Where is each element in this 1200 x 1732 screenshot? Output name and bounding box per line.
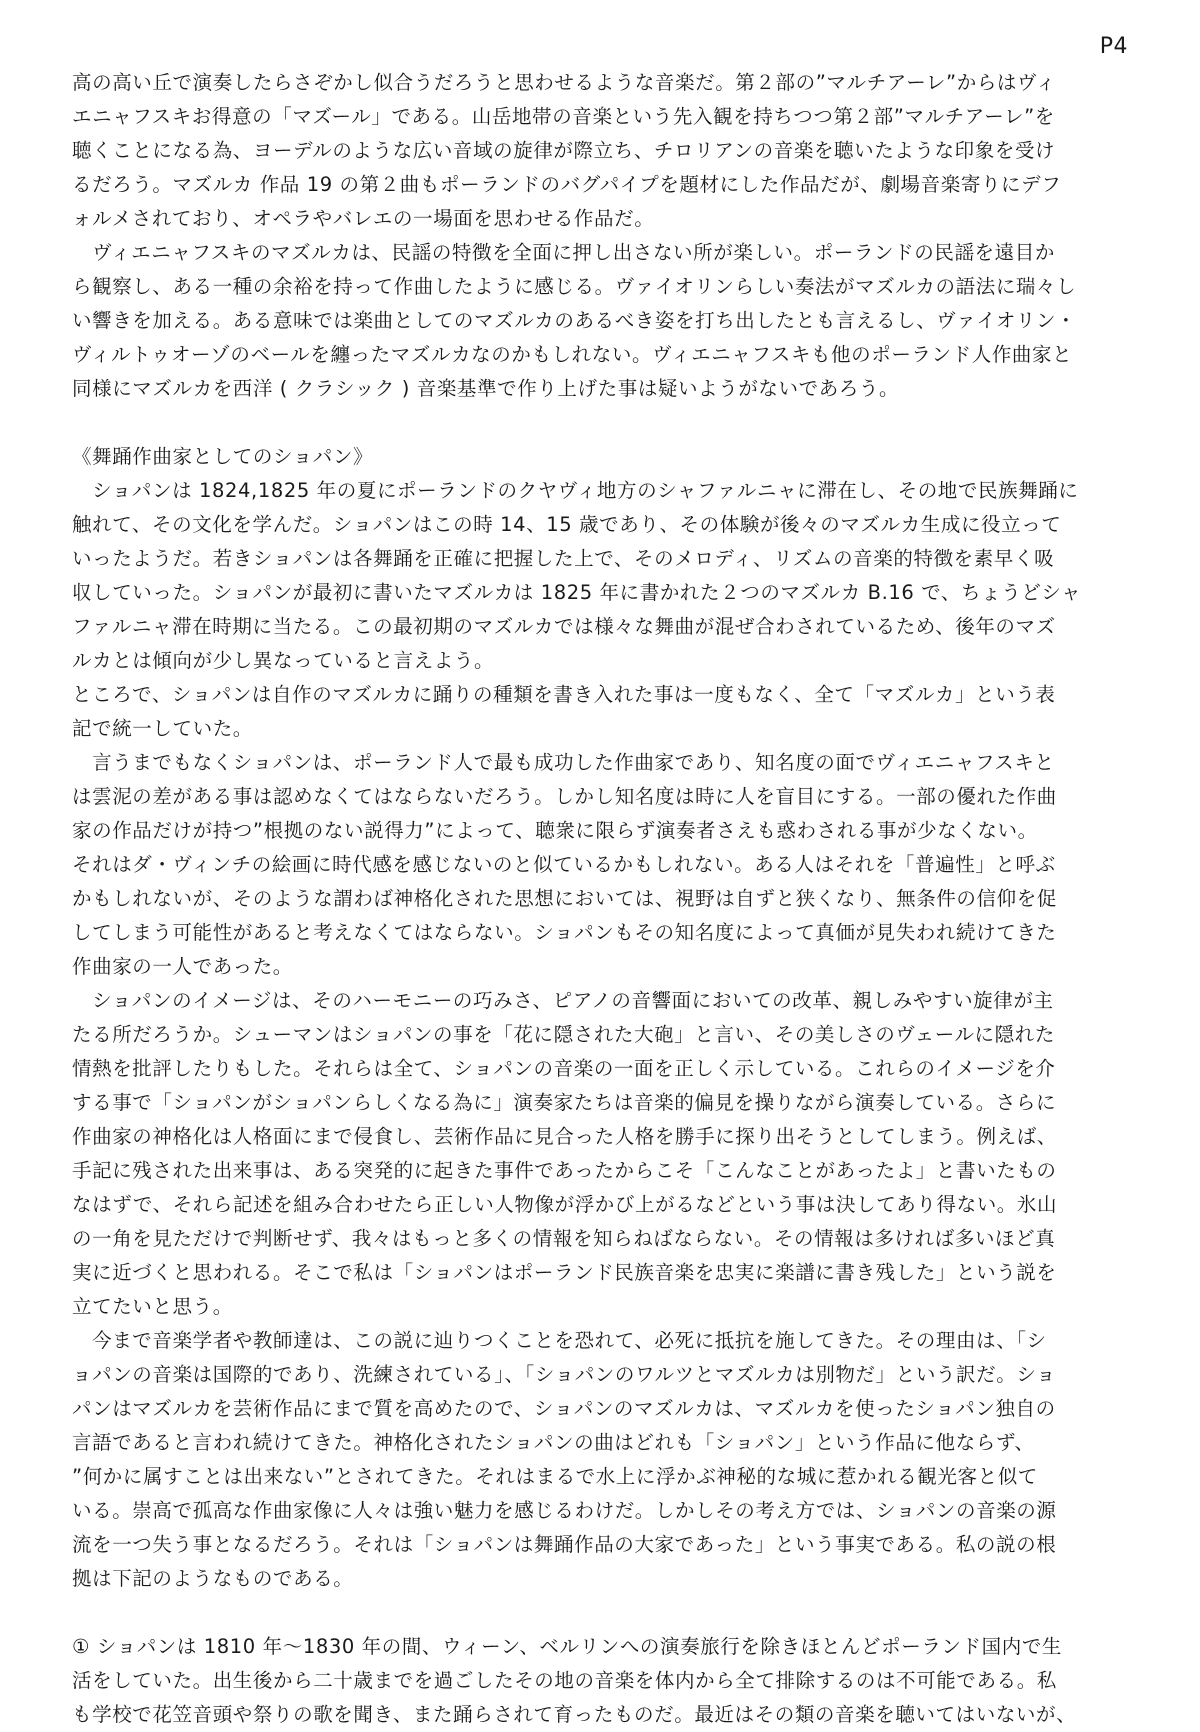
text-line: 収していった。ショパンが最初に書いたマズルカは 1825 年に書かれた２つのマズルカ B.16 で、ちょうどシャ xyxy=(72,581,1082,604)
text-line: いったようだ。若きショパンは各舞踊を正確に把握した上で、そのメロディ、リズムの音楽的特徴を素早く吸 xyxy=(72,547,1055,570)
text-line: 情熱を批評したりもした。それらは全て、ショパンの音楽の一面を正しく示している。これらのイメージを介 xyxy=(72,1057,1056,1080)
text-line: それはダ・ヴィンチの絵画に時代感を感じないのと似ているかもしれない。ある人はそれを「普遍性」と呼ぶ xyxy=(72,853,1056,876)
text-line: 今まで音楽学者や教師達は、この説に辿りつくことを恐れて、必死に抵抗を施してきた。その理由は、「シ xyxy=(72,1329,1047,1352)
text-line: なはずで、それら記述を組み合わせたら正しい人物像が浮かび上がるなどという事は決してあり得ない。氷山 xyxy=(72,1193,1058,1216)
text-line: してしまう可能性があると考えなくてはならない。ショパンもその知名度によって真価が見失われ続けてきた xyxy=(72,921,1057,944)
text-line: 記で統一していた。 xyxy=(72,717,253,740)
text-line: 作曲家の一人であった。 xyxy=(72,955,293,978)
text-line: ファルニャ滞在時期に当たる。この最初期のマズルカでは様々な舞曲が混ぜ合わされているため、後年のマズ xyxy=(72,615,1056,638)
text-line: 家の作品だけが持つ”根拠のない説得力”によって、聴衆に限らず演奏者さえも惑わされる事が少なくない。 xyxy=(72,819,1038,842)
text-line: パンはマズルカを芸術作品にまで質を高めたので、ショパンのマズルカは、マズルカを使ったショパン独自の xyxy=(72,1397,1056,1420)
text-line: ショパンのイメージは、そのハーモニーの巧みさ、ピアノの音響面においての改革、親しみやすい旋律が主 xyxy=(72,989,1054,1012)
text-line: 触れて、その文化を学んだ。ショパンはこの時 14、15 歳であり、その体験が後々のマズルカ生成に役立って xyxy=(72,513,1062,536)
text-line: ショパンは 1824,1825 年の夏にポーランドのクヤヴィ地方のシャファルニャに滞在し、その地で民族舞踊に xyxy=(72,479,1079,502)
text-line: 実に近づくと思われる。そこで私は「ショパンはポーランド民族音楽を忠実に楽譜に書き残した」という説を xyxy=(72,1261,1057,1284)
text-line: ① ショパンは 1810 年〜1830 年の間、ウィーン、ベルリンへの演奏旅行を除きほとんどポーランド国内で生 xyxy=(72,1635,1063,1658)
text-line: 聴くことになる為、ヨーデルのような広い音域の旋律が際立ち、チロリアンの音楽を聴いたような印象を受け xyxy=(72,139,1056,162)
paragraph-3 xyxy=(72,474,1088,678)
text-line: 活をしていた。出生後から二十歳までを過ごしたその地の音楽を体内から全て排除するのは不可能である。私 xyxy=(72,1669,1057,1692)
text-line: ”何かに属すことは出来ない”とされてきた。それはまるで水上に浮かぶ神秘的な城に惹かれる観光客と似て xyxy=(72,1465,1038,1488)
section-heading: 《舞踊作曲家としてのショパン》 xyxy=(72,445,374,468)
text-line: たる所だろうか。シューマンはショパンの事を「花に隠された大砲」と言い、その美しさのヴェールに隠れた xyxy=(72,1023,1055,1046)
blank-line xyxy=(72,406,1088,440)
paragraph-1 xyxy=(72,66,1088,236)
text-line: エニャフスキお得意の「マズール」である。山岳地帯の音楽という先入観を持ちつつ第２部”マルチアーレ”を xyxy=(72,105,1055,128)
text-line: 拠は下記のようなものである。 xyxy=(72,1567,354,1590)
paragraph-7 xyxy=(72,1324,1088,1596)
text-line: ルカとは傾向が少し異なっていると言えよう。 xyxy=(72,649,495,672)
text-line: 同様にマズルカを西洋 ( クラシック ) 音楽基準で作り上げた事は疑いようがないであろう。 xyxy=(72,377,900,400)
paragraph-2 xyxy=(72,236,1088,406)
text-line: する事で「ショパンがショパンらしくなる為に」演奏家たちは音楽的偏見を操りながら演奏している。さらに xyxy=(72,1091,1057,1114)
page-number: P4 xyxy=(1099,34,1128,59)
text-line: かもしれないが、そのような謂わば神格化された思想においては、視野は自ずと狭くなり、無条件の信仰を促 xyxy=(72,887,1057,910)
text-line: るだろう。マズルカ 作品 19 の第２曲もポーランドのバグパイプを題材にした作品だが、劇場音楽寄りにデフ xyxy=(72,173,1062,196)
text-line: 高の高い丘で演奏したらさぞかし似合うだろうと思わせるような音楽だ。第２部の”マルチアーレ”からはヴィ xyxy=(72,71,1057,94)
text-line: 流を一つ失う事となるだろう。それは「ショパンは舞踊作品の大家であった」という事実である。私の説の根 xyxy=(72,1533,1057,1556)
text-line: も学校で花笠音頭や祭りの歌を聞き、また踊らされて育ったものだ。最近はその類の音楽を聴いてはいないが、 xyxy=(72,1703,1077,1726)
text-line: の一角を見ただけで判断せず、我々はもっと多くの情報を知らねばならない。その情報は多ければ多いほど真 xyxy=(72,1227,1056,1250)
text-line: は雲泥の差がある事は認めなくてはならないだろう。しかし知名度は時に人を盲目にする。一部の優れた作曲 xyxy=(72,785,1057,808)
text-line: 作曲家の神格化は人格面にまで侵食し、芸術作品に見合った人格を勝手に探り出そうとしてしまう。例えば、 xyxy=(72,1125,1057,1148)
text-line: い響きを加える。ある意味では楽曲としてのマズルカのあるべき姿を打ち出したとも言えるし、ヴァイオリン・ xyxy=(72,309,1077,332)
paragraph-6 xyxy=(72,984,1088,1324)
paragraph-8 xyxy=(72,1630,1088,1732)
text-line: 言うまでもなくショパンは、ポーランド人で最も成功した作曲家であり、知名度の面でヴィエニャフスキと xyxy=(72,751,1055,774)
text-line: ヴィエニャフスキのマズルカは、民謡の特徴を全面に押し出さない所が楽しい。ポーランドの民謡を遠目か xyxy=(72,241,1055,264)
document-body xyxy=(72,66,1088,1732)
text-line: ヴィルトゥオーゾのベールを纏ったマズルカなのかもしれない。ヴィエニャフスキも他のポーランド人作曲家と xyxy=(72,343,1073,366)
text-line: いる。崇高で孤高な作曲家像に人々は強い魅力を感じるわけだ。しかしその考え方では、ショパンの音楽の源 xyxy=(72,1499,1057,1522)
text-line: 言語であると言われ続けてきた。神格化されたショパンの曲はどれも「ショパン」という作品に他ならず、 xyxy=(72,1431,1035,1454)
text-line: ら観察し、ある一種の余裕を持って作曲したように感じる。ヴァイオリンらしい奏法がマズルカの語法に瑞々し xyxy=(72,275,1077,298)
text-line: ところで、ショパンは自作のマズルカに踊りの種類を書き入れた事は一度もなく、全て「マズルカ」という表 xyxy=(72,683,1056,706)
text-line: ォルメされており、オペラやバレエの一場面を思わせる作品だ。 xyxy=(72,207,655,230)
paragraph-5 xyxy=(72,746,1088,984)
blank-line xyxy=(72,1596,1088,1630)
text-line: 立てたいと思う。 xyxy=(72,1295,233,1318)
text-line: 手記に残された出来事は、ある突発的に起きた事件であったからこそ「こんなことがあったよ」と書いたもの xyxy=(72,1159,1057,1182)
paragraph-4 xyxy=(72,678,1088,746)
text-line: ョパンの音楽は国際的であり、洗練されている」、「ショパンのワルツとマズルカは別物だ」という訳だ。ショ xyxy=(72,1363,1057,1386)
